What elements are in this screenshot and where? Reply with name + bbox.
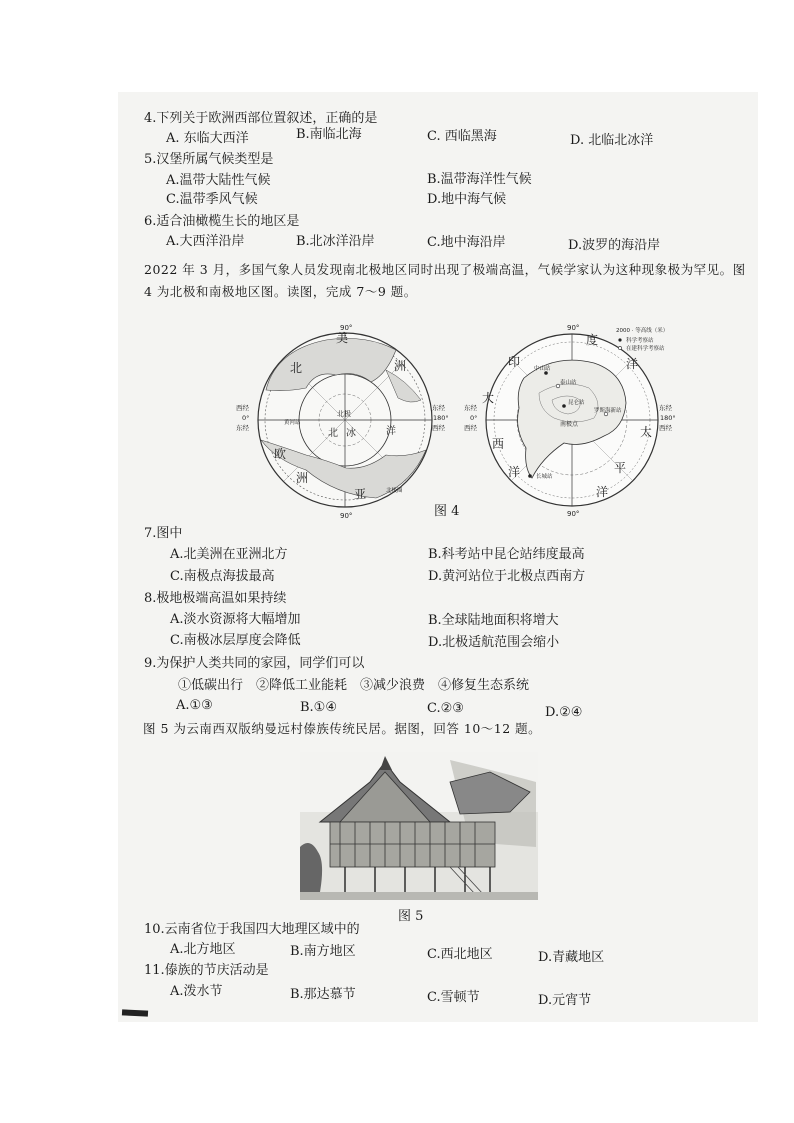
scan-edge-mark [122,1009,148,1016]
antarctic-legend-item1: 科学考察站 [626,338,654,344]
antarctic-label-yang3: 洋 [596,485,609,499]
q4-stem: 4.下列关于欧洲西部位置叙述，正确的是 [144,111,378,126]
arctic-label-right-3: 西经 [432,424,445,432]
q7-stem: 7.图中 [144,526,183,541]
q9-option-a: A.①③ [176,698,213,713]
antarctic-label-xi: 西 [492,437,505,451]
arctic-label-bei2: 北 [328,428,338,439]
arctic-label-top-90: 90° [340,324,353,332]
arctic-label-pole: 北极 [337,410,351,418]
antarctic-label-yang2: 洋 [508,465,521,479]
arctic-label-right-2: 180° [433,414,449,422]
q4-option-b: B.南临北海 [296,127,362,142]
q4-option-c: C. 西临黑海 [427,129,497,144]
q7-option-b: B.科考站中昆仑站纬度最高 [428,547,585,562]
q11-option-a: A.泼水节 [170,984,223,999]
arctic-label-left-3: 东经 [236,424,249,432]
antarctic-label-left-1: 东经 [464,404,477,412]
q9-stem: 9.为保护人类共同的家园，同学们可以 [144,656,365,671]
arctic-map [236,320,454,520]
q7-option-a: A.北美洲在亚洲北方 [170,547,288,562]
q5-option-a: A.温带大陆性气候 [166,173,271,188]
intro-7-9-line1: 2022 年 3 月，多国气象人员发现南北极地区同时出现了极端高温，气候学家认为这种现象极为罕见。图 [144,262,746,277]
antarctic-label-bottom-90: 90° [567,510,580,518]
q8-stem: 8.极地极端高温如果持续 [144,591,287,606]
arctic-label-huanghe-station: 黄河站 [284,420,301,426]
q6-option-c: C.地中海沿岸 [427,235,506,250]
antarctic-map [464,318,688,518]
q4-option-d: D. 北临北冰洋 [570,133,654,148]
arctic-label-zhou2: 洲 [296,471,309,485]
q10-option-b: B.南方地区 [290,944,356,959]
arctic-label-left-1: 西经 [236,404,249,412]
q10-option-c: C.西北地区 [427,947,493,962]
antarctic-label-top-90: 90° [567,324,580,332]
q6-stem: 6.适合油橄榄生长的地区是 [144,214,300,229]
dai-house-photo [300,752,538,900]
q9-option-d: D.②④ [545,705,583,720]
arctic-label-yang: 洋 [386,426,396,437]
intro-7-9-line2: 4 为北极和南极地区图。读图，完成 7～9 题。 [144,284,417,299]
q10-option-d: D.青藏地区 [538,950,605,965]
q10-stem: 10.云南省位于我国四大地理区域中的 [144,922,360,937]
antarctic-label-du: 度 [586,333,599,347]
antarctic-legend-item2: 在建科学考察站 [626,346,665,352]
q9-items: ①低碳出行 ②降低工业能耗 ③减少浪费 ④修复生态系统 [178,678,530,693]
arctic-label-right-1: 东经 [432,404,445,412]
antarctic-label-da: 大 [482,391,495,405]
q5-option-c: C.温带季风气候 [166,192,258,207]
q7-option-d: D.黄河站位于北极点西南方 [428,569,586,584]
q5-stem: 5.汉堡所属气候类型是 [144,152,274,167]
antarctic-label-right-3: 西经 [659,424,672,432]
q11-stem: 11.傣族的节庆活动是 [144,963,269,978]
arctic-label-ou: 欧 [274,447,287,461]
q5-option-b: B.温带海洋性气候 [427,172,532,187]
antarctic-legend-title: 2000 · 等高线（米） [616,328,669,334]
q11-option-b: B.那达慕节 [290,987,356,1002]
arctic-label-arctic-circle: 北极圈 [386,488,403,494]
figure-4-caption: 图 4 [434,504,460,519]
arctic-label-bottom-90: 90° [340,512,353,520]
antarctic-label-left-3: 西经 [464,424,477,432]
antarctic-label-tai: 太 [640,425,653,439]
antarctic-label-zhongshan-station: 中山站 [534,366,551,372]
arctic-label-mei: 美 [336,331,349,345]
q8-option-d: D.北极适航范围会缩小 [428,635,560,650]
q9-option-c: C.②③ [427,701,464,716]
antarctic-label-yin: 印 [508,355,521,369]
q6-option-d: D.波罗的海沿岸 [568,238,661,253]
arctic-label-bing: 冰 [346,428,356,439]
q8-option-c: C.南极冰层厚度会降低 [170,633,301,648]
arctic-label-ya: 亚 [354,487,367,501]
arctic-label-left-2: 0° [242,414,250,422]
q8-option-b: B.全球陆地面积将增大 [428,613,559,628]
q7-option-c: C.南极点海拔最高 [170,569,275,584]
q8-option-a: A.淡水资源将大幅增加 [170,612,301,627]
arctic-label-zhou1: 洲 [394,359,407,373]
antarctic-label-ross-sea-station: 罗斯海新站 [594,408,622,414]
q11-option-d: D.元宵节 [538,993,592,1008]
antarctic-label-pole: 南极点 [560,421,579,428]
intro-10-12: 图 5 为云南西双版纳曼远村傣族传统民居。据图，回答 10～12 题。 [143,721,542,736]
antarctic-label-yang1: 洋 [626,357,639,371]
antarctic-label-right-1: 东经 [659,404,672,412]
arctic-label-bei1: 北 [290,361,303,375]
antarctic-label-right-2: 180° [660,414,676,422]
q9-option-b: B.①④ [300,700,337,715]
q6-option-a: A.大西洋沿岸 [166,234,245,249]
q11-option-c: C.雪顿节 [427,990,480,1005]
q10-option-a: A.北方地区 [170,942,236,957]
antarctic-label-taishan-station: 泰山站 [560,380,577,386]
antarctic-label-kunlun-station: 昆仑站 [568,400,585,406]
q4-option-a: A. 东临大西洋 [166,131,249,146]
figure-5-caption: 图 5 [398,909,424,924]
antarctic-label-ping: 平 [614,461,627,475]
q5-option-d: D.地中海气候 [427,192,507,207]
q6-option-b: B.北冰洋沿岸 [296,234,375,249]
antarctic-label-changcheng-station: 长城站 [536,474,553,480]
antarctic-label-left-2: 0° [470,414,478,422]
